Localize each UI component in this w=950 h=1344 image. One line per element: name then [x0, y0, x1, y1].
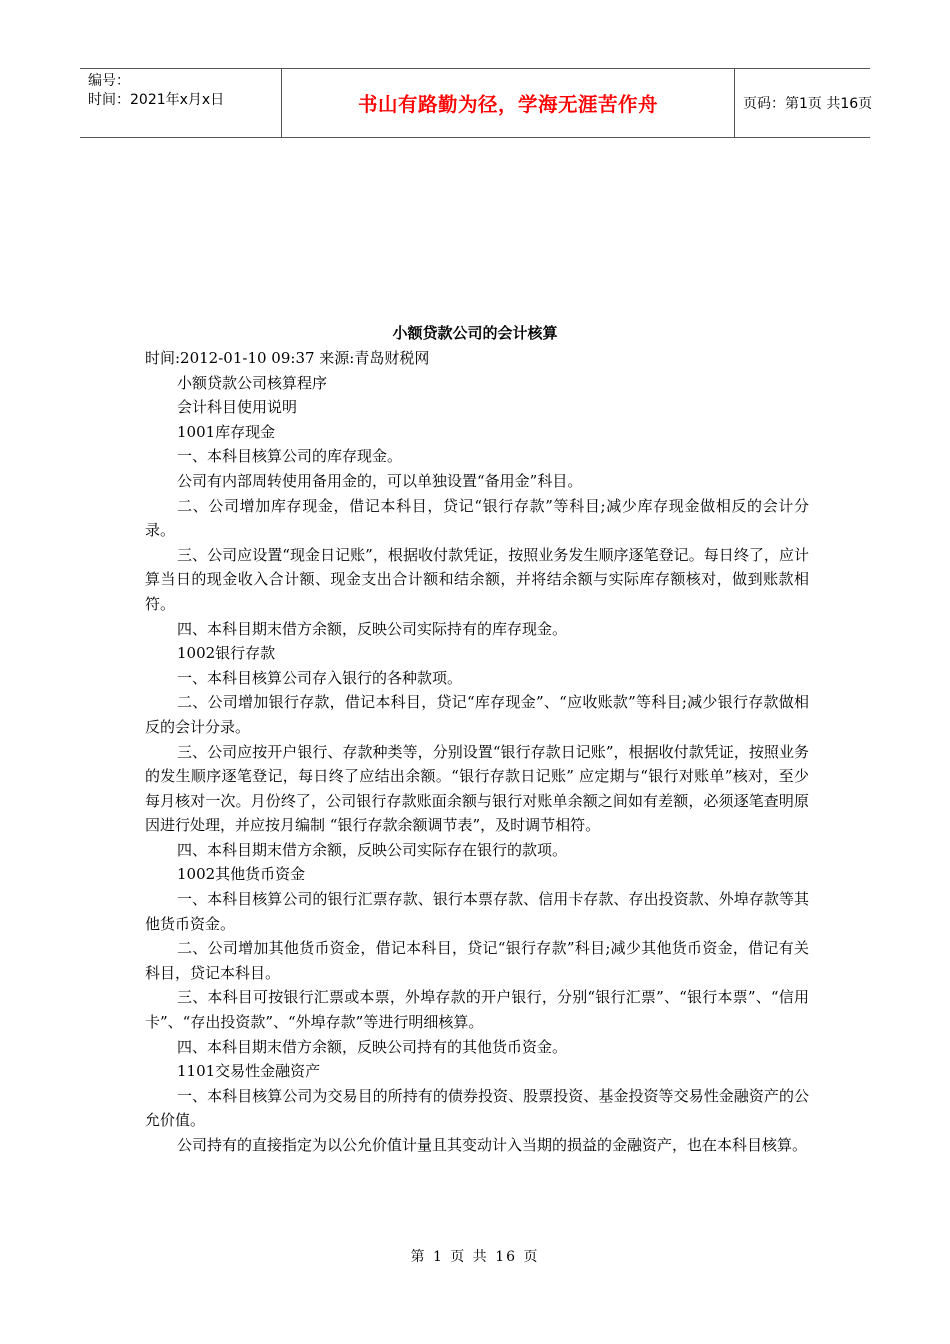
motto-cell [282, 69, 735, 137]
body-paragraph: 1101交易性金融资产 [177, 1062, 321, 1081]
serial-number-label: 编号： [88, 73, 130, 89]
body-paragraph: 四、本科目期末借方余额，反映公司持有的其他货币资金。 [177, 1037, 568, 1056]
source-line: 时间:2012-01-10 09:37 来源:青岛财税网 [145, 349, 430, 367]
body-paragraph: 四、本科目期末借方余额，反映公司实际持有的库存现金。 [177, 619, 568, 638]
body-paragraph: 二、公司增加库存现金，借记本科目，贷记“银行存款”等科目;减少库存现金做相反的会计分录。 [145, 496, 809, 540]
body-paragraph: 一、本科目核算公司为交易目的所持有的债券投资、股票投资、基金投资等交易性金融资产的公允价值。 [145, 1086, 809, 1130]
document-title: 小额贷款公司的会计核算 [392, 324, 558, 342]
body-paragraph: 一、本科目核算公司的库存现金。 [177, 447, 403, 466]
document-body [145, 346, 809, 1158]
body-paragraph: 三、公司应按开户银行、存款种类等，分别设置“银行存款日记账”，根据收付款凭证，按照业务的发生顺序逐笔登记，每日终了应结出余额。“银行存款日记账” 应定期与“银行对账单”核对，至少每月核对一次。月份终了，公司银行存款账面余额与银行对账单余额之间如有差额，必须逐笔查明原因进行处理，并应按月编制 “银行存款余额调节表”，及时调节相符。 [145, 742, 809, 835]
body-paragraph: 二、公司增加其他货币资金，借记本科目，贷记“银行存款”科目;减少其他货币资金，借记有关科目，贷记本科目。 [145, 939, 809, 982]
motto-text: 书山有路勤为径，学海无涯苦作舟 [357, 93, 658, 116]
body-paragraph: 二、公司增加银行存款，借记本科目，贷记“库存现金”、“应收账款”等科目;减少银行存款做相反的会计分录。 [145, 693, 809, 736]
body-paragraph: 1001库存现金 [177, 422, 276, 441]
date-label: 时间：2021年x月x日 [88, 92, 225, 108]
body-paragraph: 1002银行存款 [177, 644, 276, 663]
body-paragraph: 一、本科目核算公司存入银行的各种款项。 [177, 668, 463, 687]
body-paragraph: 公司有内部周转使用备用金的，可以单独设置“备用金”科目。 [177, 471, 583, 490]
header-info-cell [80, 69, 282, 137]
body-paragraph: 1002其他货币资金 [177, 865, 306, 884]
body-paragraph: 三、公司应设置“现金日记账”，根据收付款凭证，按照业务发生顺序逐笔登记。每日终了，应计算当日的现金收入合计额、现金支出合计额和结余额，并将结余额与实际库存额核对，做到账款相符。 [145, 545, 809, 613]
body-paragraph: 三、本科目可按银行汇票或本票，外埠存款的开户银行，分别“银行汇票”、“银行本票”、“信用卡”、“存出投资款”、“外埠存款”等进行明细核算。 [145, 988, 809, 1032]
header-table [80, 68, 873, 138]
body-paragraph: 会计科目使用说明 [177, 398, 298, 417]
page-info-cell [735, 69, 878, 137]
page-footer: 第 1 页 共 16 页 [410, 1249, 540, 1265]
page-info-text: 页码：第1页 共16页 [743, 96, 873, 112]
body-paragraph: 一、本科目核算公司的银行汇票存款、银行本票存款、信用卡存款、存出投资款、外埠存款等其他货币资金。 [145, 890, 809, 933]
body-paragraph: 四、本科目期末借方余额，反映公司实际存在银行的款项。 [177, 840, 568, 859]
body-paragraph: 小额贷款公司核算程序 [177, 373, 328, 392]
body-paragraph: 公司持有的直接指定为以公允价值计量且其变动计入当期的损益的金融资产，也在本科目核算。 [177, 1136, 808, 1154]
